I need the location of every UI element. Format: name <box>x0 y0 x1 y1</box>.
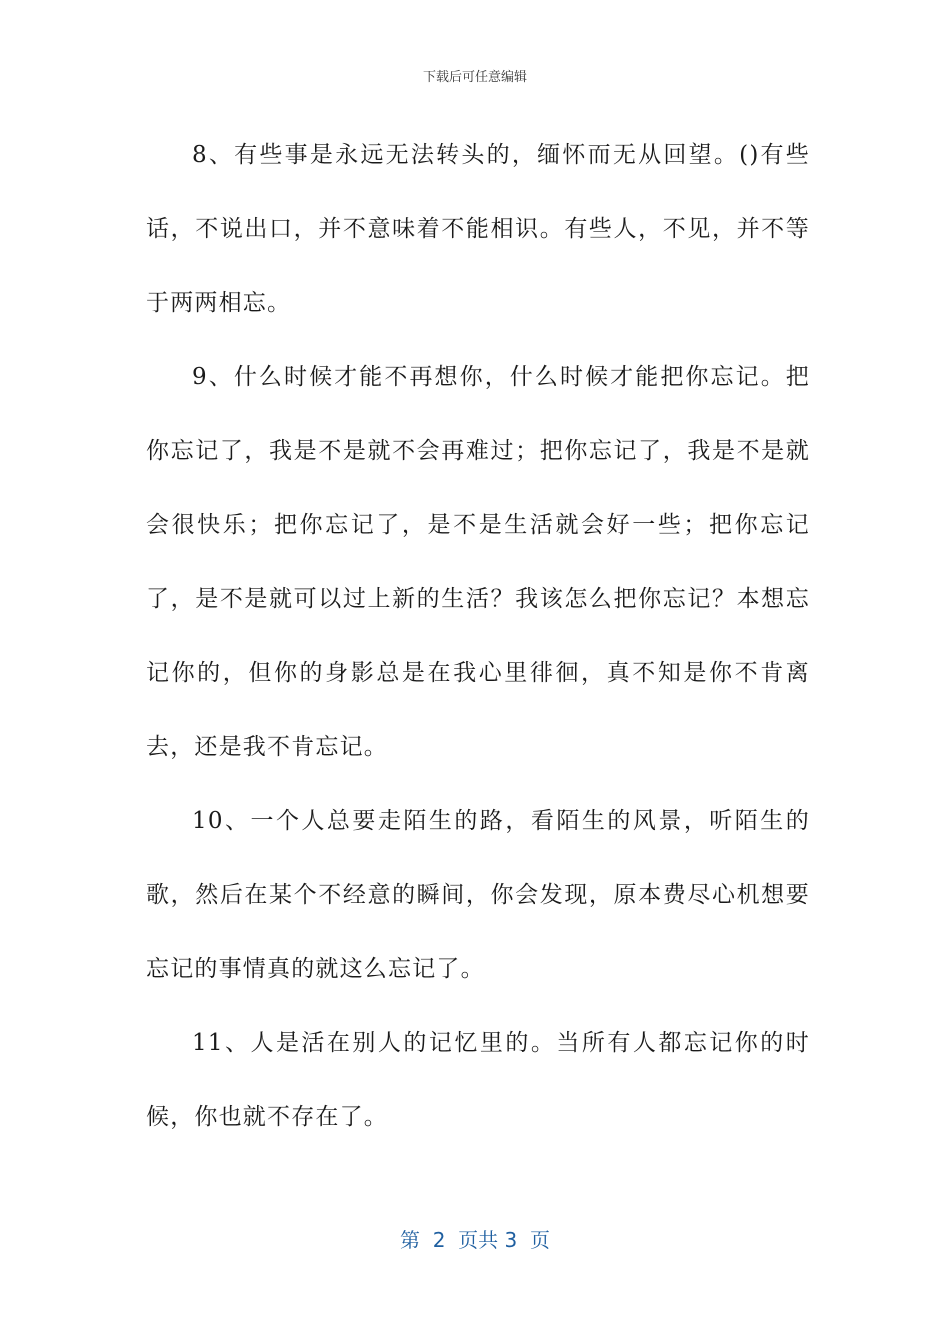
paragraph-9: 9、什么时候才能不再想你，什么时候才能把你忘记。把你忘记了，我是不是就不会再难过；把你忘记了，我是不是就会很快乐；把你忘记了，是不是生活就会好一些；把你忘记了，是不是就可以过上新的生活？我该怎么把你忘记？本想忘记你的，但你的身影总是在我心里徘徊，真不知是你不肯离去，还是我不肯忘记。 <box>146 364 810 760</box>
page-number-footer: 第 2 页共 3 页 <box>400 1228 550 1252</box>
paragraph-11: 11、人是活在别人的记忆里的。当所有人都忘记你的时候，你也就不存在了。 <box>146 1030 810 1130</box>
document-body <box>146 118 810 1154</box>
page-header: 下载后可任意编辑 <box>422 70 527 85</box>
paragraph-10: 10、一个人总要走陌生的路，看陌生的风景，听陌生的歌，然后在某个不经意的瞬间，你会发现，原本费尽心机想要忘记的事情真的就这么忘记了。 <box>146 808 810 982</box>
paragraph-8: 8、有些事是永远无法转头的，缅怀而无从回望。()有些话，不说出口，并不意味着不能相识。有些人，不见，并不等于两两相忘。 <box>146 142 810 316</box>
